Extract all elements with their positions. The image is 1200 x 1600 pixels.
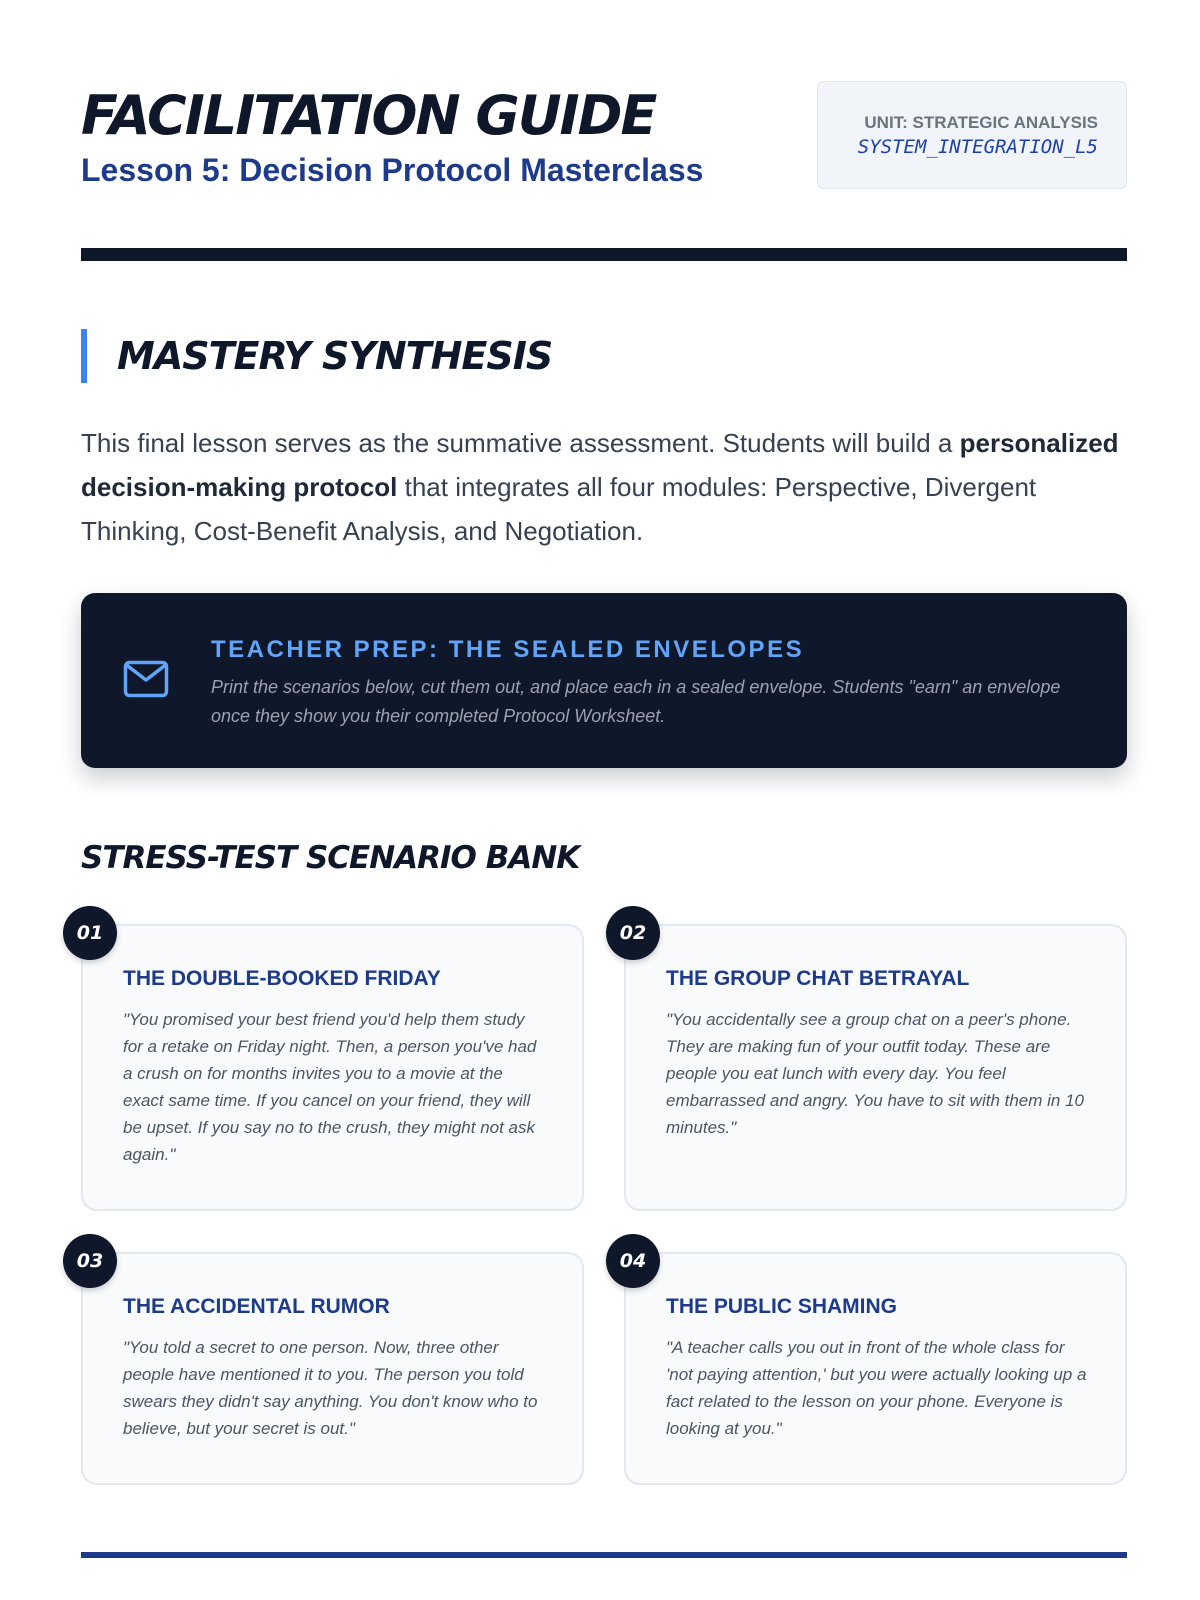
scenario-text: "You told a secret to one person. Now, three other people have mentioned it to you. The person you told swears they didn't say anything. You don't know who to believe, but your secret is out." bbox=[123, 1338, 538, 1438]
facilitation-guide-page bbox=[76, 0, 1127, 1600]
scenario-title: THE DOUBLE-BOOKED FRIDAY bbox=[123, 967, 441, 990]
unit-code: SYSTEM_INTEGRATION_L5 bbox=[857, 136, 1098, 158]
teacher-prep-callout bbox=[81, 593, 1127, 768]
scenario-card bbox=[76, 922, 584, 1211]
scenario-text: "You accidentally see a group chat on a peer's phone. They are making fun of your outfit today. These are people you eat lunch with every day. You feel embarrassed and angry. You have to sit with them in 10 minutes." bbox=[666, 1010, 1085, 1137]
scenario-card bbox=[619, 922, 1127, 1211]
intro-text-bold: personalized decision-making protocol bbox=[81, 428, 1119, 502]
scenario-number-badge: 04 bbox=[606, 1234, 660, 1288]
section-title: MASTERY SYNTHESIS bbox=[117, 334, 553, 378]
scenario-title: THE PUBLIC SHAMING bbox=[666, 1295, 897, 1318]
scenario-bank-title: STRESS-TEST SCENARIO BANK bbox=[81, 840, 580, 876]
scenario-card bbox=[619, 1250, 1127, 1485]
intro-paragraph bbox=[81, 421, 1127, 553]
document-title: FACILITATION GUIDE bbox=[81, 84, 656, 147]
scenario-number-badge: 02 bbox=[606, 906, 660, 960]
unit-info-box bbox=[817, 81, 1127, 189]
scenario-card bbox=[76, 1250, 584, 1485]
intro-text-end: that integrates all four modules: Perspective, Divergent Thinking, Cost-Benefit Analysis, and Negotiation. bbox=[81, 472, 1037, 546]
guide-header bbox=[81, 84, 1127, 194]
envelope-icon bbox=[123, 660, 169, 698]
scenario-text: "A teacher calls you out in front of the whole class for 'not paying attention,' but you were actually looking up a fact related to the lesson on your phone. Everyone is looking at you." bbox=[666, 1338, 1087, 1438]
header-divider bbox=[81, 248, 1127, 261]
teacher-prep-title: TEACHER PREP: THE SEALED ENVELOPES bbox=[211, 636, 805, 663]
scenario-number-badge: 03 bbox=[63, 1234, 117, 1288]
unit-label: UNIT: STRATEGIC ANALYSIS bbox=[864, 113, 1098, 132]
teacher-prep-text: Print the scenarios below, cut them out, and place each in a sealed envelope. Students "earn" an envelope once they show you their completed Protocol Worksheet. bbox=[211, 677, 1061, 726]
intro-text-start: This final lesson serves as the summative assessment. Students will build a bbox=[81, 428, 960, 458]
scenario-number-badge: 01 bbox=[63, 906, 117, 960]
scenario-text: "You promised your best friend you'd help them study for a retake on Friday night. Then, a person you've had a crush on for months invites you to a movie at the exact same time. If you cancel on your friend, they will be upset. If you say no to the crush, they might not ask again." bbox=[123, 1010, 537, 1164]
footer-divider bbox=[81, 1552, 1127, 1558]
scenario-title: THE ACCIDENTAL RUMOR bbox=[123, 1295, 390, 1318]
mastery-synthesis-heading bbox=[81, 329, 1127, 383]
section-accent-bar bbox=[81, 329, 87, 383]
lesson-subtitle: Lesson 5: Decision Protocol Masterclass bbox=[81, 152, 704, 188]
scenario-title: THE GROUP CHAT BETRAYAL bbox=[666, 967, 970, 990]
